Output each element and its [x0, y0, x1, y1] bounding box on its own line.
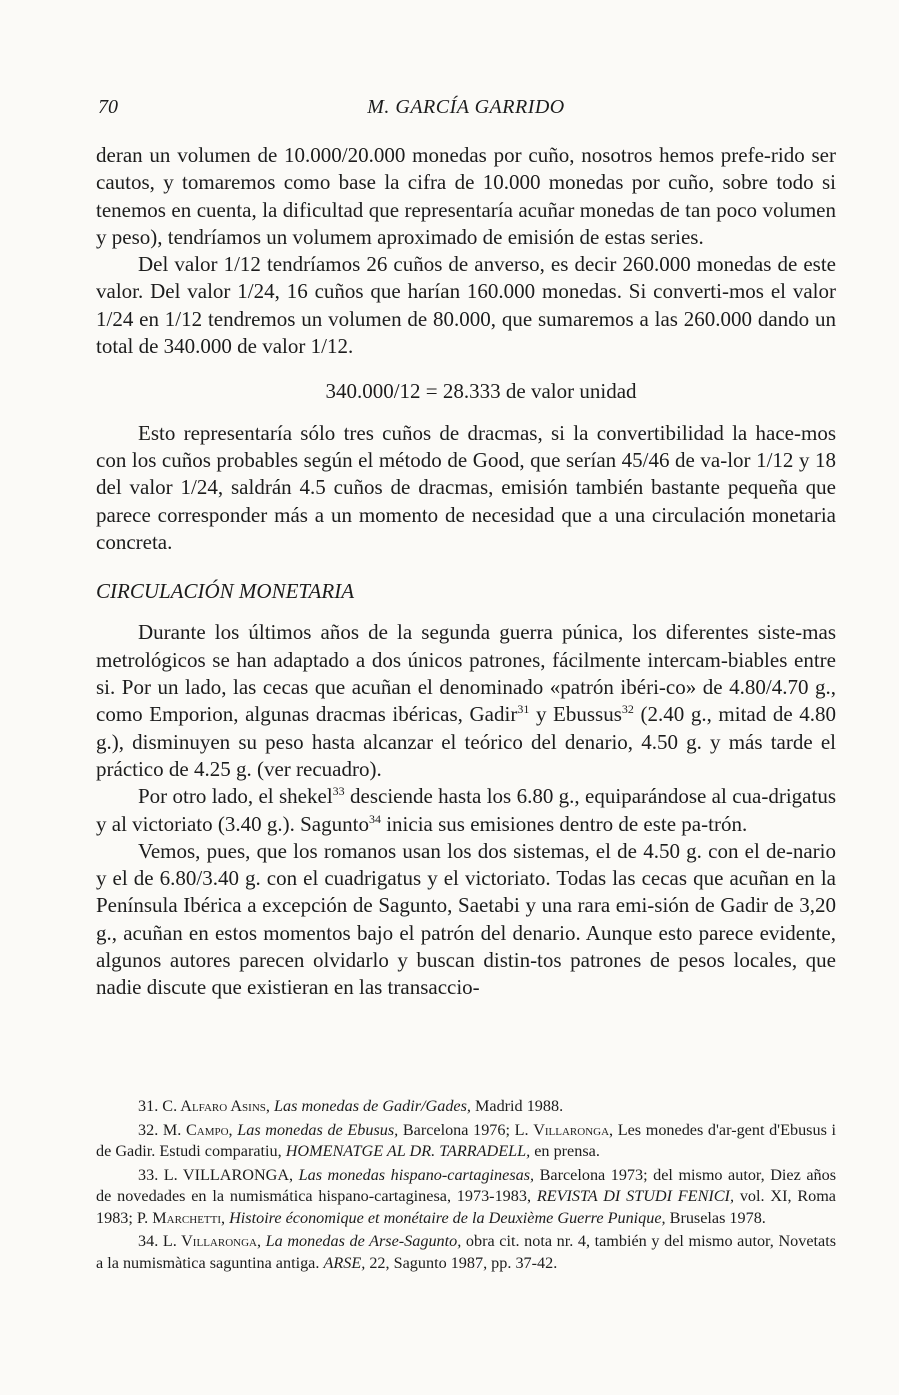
footnote-32: 32. M. Campo, Las monedas de Ebusus, Barcelona 1976; L. Villaronga, Les monedes d'ar-gent d'Ebusus i de Gadir. Estudi comparatiu, HOMENATGE AL DR. TARRADELL, en prensa.	[96, 1120, 837, 1160]
paragraph: deran un volumen de 10.000/20.000 monedas por cuño, nosotros hemos prefe-rido ser cautos, y tomaremos como base la cifra de 10.000 monedas por cuño, sobre todo si tenemos en cuenta, la dificultad que representaría acuñar monedas de tan poco volumen y peso), tendríamos un volumem aproximado de emisión de estas series.	[96, 143, 836, 249]
footnote-ref-31[interactable]: 31	[517, 702, 530, 717]
footnote-33: 33. L. VILLARONGA, Las monedas hispano-cartaginesas, Barcelona 1973; del mismo autor, Diez años de novedades en la numismática hispano-cartaginesa, 1973-1983, REVISTA DI STUDI FENICI, vol. XI, Roma 1983; P. Marchetti, Histoire économique et monétaire de la Deuxième Guerre Punique, Bruselas 1978.	[96, 1165, 836, 1227]
footnote-ref-34[interactable]: 34	[368, 811, 381, 826]
paragraph: Del valor 1/12 tendríamos 26 cuños de anverso, es decir 260.000 monedas de este valor. Del valor 1/24, 16 cuños que harían 160.000 monedas. Si converti-mos el valor 1/24 en 1/12 tendremos un volumen de 80.000, que sumaremos a las 260.000 dando un total de 340.000 de valor 1/12.	[96, 252, 836, 359]
page-number: 70	[98, 96, 118, 118]
footnote-34: 34. L. Villaronga, La monedas de Arse-Sagunto, obra cit. nota nr. 4, también y del mismo autor, Novetats a la numismàtica saguntina antiga. ARSE, 22, Sagunto 1987, pp. 37-42.	[96, 1232, 836, 1272]
paragraph: Por otro lado, el shekel$^{33}$ desciende hasta los 6.80 g., equiparándose al cua-drigatus y al victoriato (3.40 g.). Sagunto$^{34}$ inicia sus emisiones dentro de este pa-trón.	[96, 784, 836, 836]
paragraph: Esto representaría sólo tres cuños de dracmas, si la convertibilidad la hace-mos con los cuños probables según el método de Good, que serían 45/46 de va-lor 1/12 y 18 del valor 1/24, saldrán 4.5 cuños de dracmas, emisión también bastante pequeña que parece corresponder más a un momento de necesidad que a una circulación monetaria concreta.	[96, 420, 836, 554]
footnote-ref-33[interactable]: 33	[332, 784, 345, 799]
paragraph: Durante los últimos años de la segunda guerra púnica, los diferentes siste-mas metrológicos se han adaptado a dos únicos patrones, fácilmente intercam-biables entre si. Por un lado, las cecas que acuñan el denominado «patrón ibéri-co» de 4.80/4.70 g., como Emporion, algunas dracmas ibéricas, Gadir$^{31}$ y Ebussus$^{32}$ (2.40 g., mitad de 4.80 g.), disminuyen su peso hasta alcanzar el teórico del denario, 4.50 g. y más tarde el práctico de 4.25 g. (ver recuadro).	[96, 620, 836, 781]
body-text	[96, 142, 836, 1002]
paragraph: Vemos, pues, que los romanos usan los dos sistemas, el de 4.50 g. con el de-nario y el de 6.80/3.40 g. con el cuadrigatus y el victoriato. Todas las cecas que acuñan en la Península Ibérica a excepción de Sagunto, Saetabi y una rara emi-sión de Gadir de 3,20 g., acuñan en estos momentos bajo el patrón del denario. Aunque esto parece evidente, algunos autores parecen olvidarlo y buscan distin-tos patrones de pesos locales, que nadie discute que existieran en las transaccio-	[96, 838, 836, 1000]
running-head: M. GARCÍA GARRIDO	[367, 96, 565, 118]
section-title: CIRCULACIÓN MONETARIA	[96, 579, 355, 604]
footnote-ref-32[interactable]: 32	[621, 702, 634, 717]
formula: 340.000/12 = 28.333 de valor unidad	[325, 379, 637, 404]
footnotes	[96, 1096, 836, 1276]
page-header	[96, 96, 836, 126]
footnote-31: 31. C. Alfaro Asins, Las monedas de Gadir/Gades, Madrid 1988.	[138, 1097, 564, 1115]
